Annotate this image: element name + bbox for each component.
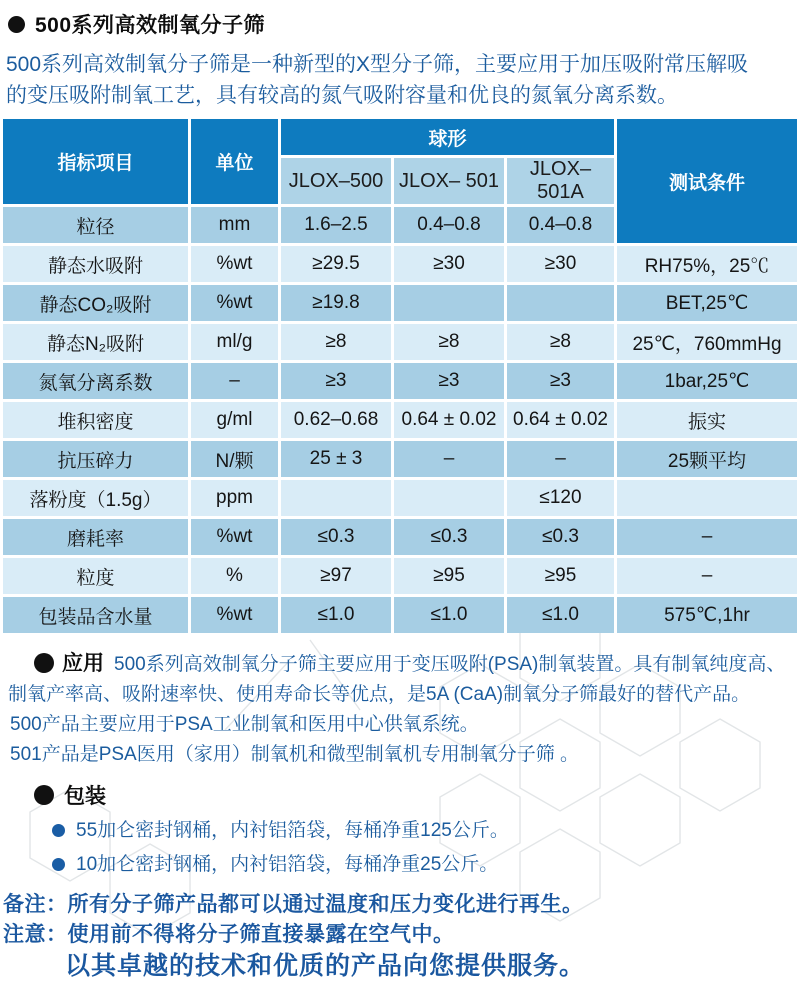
cell-value: ≥95: [507, 558, 614, 594]
cell-unit: ml/g: [191, 324, 278, 360]
cell-unit: %: [191, 558, 278, 594]
cell-value: ≤120: [507, 480, 614, 516]
page-title-row: [0, 0, 800, 39]
cell-item: 粒度: [3, 558, 188, 594]
bullet-icon: [8, 16, 25, 33]
cell-item: 抗压碎力: [3, 441, 188, 477]
table-row: [3, 246, 797, 282]
cell-value: 0.64 ± 0.02: [394, 402, 504, 438]
cell-value: 0.64 ± 0.02: [507, 402, 614, 438]
cell-item: 磨耗率: [3, 519, 188, 555]
cell-value: ≥30: [394, 246, 504, 282]
model-jlox-501: JLOX– 501: [394, 158, 504, 204]
bullet-icon: [52, 858, 65, 871]
cell-unit: %wt: [191, 246, 278, 282]
cell-item: 粒径: [3, 207, 188, 243]
bullet-icon: [34, 653, 54, 673]
table-row: [3, 480, 797, 516]
remark-text: 所有分子筛产品都可以通过温度和压力变化进行再生。: [67, 893, 584, 916]
bullet-icon: [52, 824, 65, 837]
cell-test: –: [617, 519, 797, 555]
cell-value: ≥3: [394, 363, 504, 399]
intro-paragraph: [6, 49, 800, 111]
cell-unit: %wt: [191, 519, 278, 555]
cell-value: ≥3: [281, 363, 391, 399]
cell-value: ≥3: [507, 363, 614, 399]
model-jlox-501a: JLOX–501A: [507, 158, 614, 204]
cell-value: –: [394, 441, 504, 477]
model-jlox-500: JLOX–500: [281, 158, 391, 204]
cell-test: 25颗平均: [617, 441, 797, 477]
cell-value: ≤1.0: [281, 597, 391, 633]
cell-unit: –: [191, 363, 278, 399]
caution-label: 注意：: [3, 923, 68, 946]
packaging-item: [52, 851, 792, 878]
cell-value: ≥95: [394, 558, 504, 594]
notes-section: [3, 890, 797, 982]
cell-value: ≤0.3: [281, 519, 391, 555]
table-row: [3, 519, 797, 555]
header-item: 指标项目: [3, 119, 188, 204]
cell-value: ≤1.0: [394, 597, 504, 633]
cell-value: [507, 285, 614, 321]
table-row: [3, 285, 797, 321]
cell-item: 落粉度（1.5g）: [3, 480, 188, 516]
table-header-row: [3, 119, 797, 155]
table-row: [3, 363, 797, 399]
remark-line: [3, 890, 797, 920]
cell-value: 0.4–0.8: [394, 207, 504, 243]
cell-unit: ppm: [191, 480, 278, 516]
intro-line: 的变压吸附制氧工艺，具有较高的氮气吸附容量和优良的氮氧分离系数。: [6, 84, 678, 107]
cell-value: 1.6–2.5: [281, 207, 391, 243]
table-row: [3, 558, 797, 594]
caution-text: 使用前不得将分子筛直接暴露在空气中。: [67, 923, 455, 946]
packaging-label: 包装: [64, 785, 106, 808]
cell-value: ≥8: [394, 324, 504, 360]
packaging-section: [8, 780, 792, 878]
cell-test: RH75%，25℃: [617, 246, 797, 282]
table-row: [3, 441, 797, 477]
packaging-item-text: 55加仑密封钢桶，内衬铝箔袋，每桶净重125公斤。: [76, 820, 509, 841]
header-test-conditions: 测试条件: [617, 119, 797, 243]
table-row: [3, 597, 797, 633]
application-line: 501产品是PSA医用（家用）制氧机和微型制氧机专用制氧分子筛 。: [10, 744, 579, 765]
header-unit: 单位: [191, 119, 278, 204]
table-row: [3, 402, 797, 438]
packaging-item-text: 10加仑密封钢桶，内衬铝箔袋，每桶净重25公斤。: [76, 854, 499, 875]
cell-value: [281, 480, 391, 516]
header-shape: 球形: [281, 119, 614, 155]
slogan-text: 以其卓越的技术和优质的产品向您提供服务。: [65, 952, 586, 980]
cell-value: ≤1.0: [507, 597, 614, 633]
cell-value: ≥8: [281, 324, 391, 360]
cell-value: [394, 480, 504, 516]
cell-unit: mm: [191, 207, 278, 243]
cell-item: 包装品含水量: [3, 597, 188, 633]
cell-value: [394, 285, 504, 321]
cell-value: ≥19.8: [281, 285, 391, 321]
cell-item: 静态CO₂吸附: [3, 285, 188, 321]
cell-test: 1bar,25℃: [617, 363, 797, 399]
cell-test: 振实: [617, 402, 797, 438]
cell-unit: %wt: [191, 597, 278, 633]
bullet-icon: [34, 785, 54, 805]
cell-unit: N/颗: [191, 441, 278, 477]
cell-unit: g/ml: [191, 402, 278, 438]
table-row: [3, 324, 797, 360]
application-text: 500系列高效制氧分子筛主要应用于变压吸附(PSA)制氧装置。具有制氧纯度高、制氧产率高、吸附速率快、使用寿命长等优点，是5A (CaA)制氧分子筛最好的替代产品。: [8, 654, 786, 705]
cell-value: 25 ± 3: [281, 441, 391, 477]
intro-line: 500系列高效制氧分子筛是一种新型的X型分子筛，主要应用于加压吸附常压解吸: [6, 53, 749, 76]
cell-test: 25℃，760mmHg: [617, 324, 797, 360]
caution-line: [3, 920, 797, 950]
cell-value: ≥30: [507, 246, 614, 282]
application-line: 500产品主要应用于PSA工业制氧和医用中心供氧系统。: [10, 714, 479, 735]
cell-item: 堆积密度: [3, 402, 188, 438]
cell-unit: %wt: [191, 285, 278, 321]
cell-value: 0.4–0.8: [507, 207, 614, 243]
cell-item: 静态N₂吸附: [3, 324, 188, 360]
cell-value: ≤0.3: [507, 519, 614, 555]
application-section: [8, 649, 792, 770]
cell-value: ≥29.5: [281, 246, 391, 282]
cell-test: BET,25℃: [617, 285, 797, 321]
cell-value: 0.62–0.68: [281, 402, 391, 438]
spec-table: [0, 116, 800, 636]
cell-value: ≤0.3: [394, 519, 504, 555]
cell-value: ≥97: [281, 558, 391, 594]
cell-value: –: [507, 441, 614, 477]
page-title: 500系列高效制氧分子筛: [35, 14, 266, 37]
application-label: 应用: [62, 652, 104, 675]
cell-test: –: [617, 558, 797, 594]
cell-test: 575℃,1hr: [617, 597, 797, 633]
cell-test: [617, 480, 797, 516]
cell-item: 氮氧分离系数: [3, 363, 188, 399]
cell-value: ≥8: [507, 324, 614, 360]
packaging-item: [52, 817, 792, 844]
remark-label: 备注：: [3, 893, 68, 916]
packaging-header: [8, 780, 792, 810]
cell-item: 静态水吸附: [3, 246, 188, 282]
